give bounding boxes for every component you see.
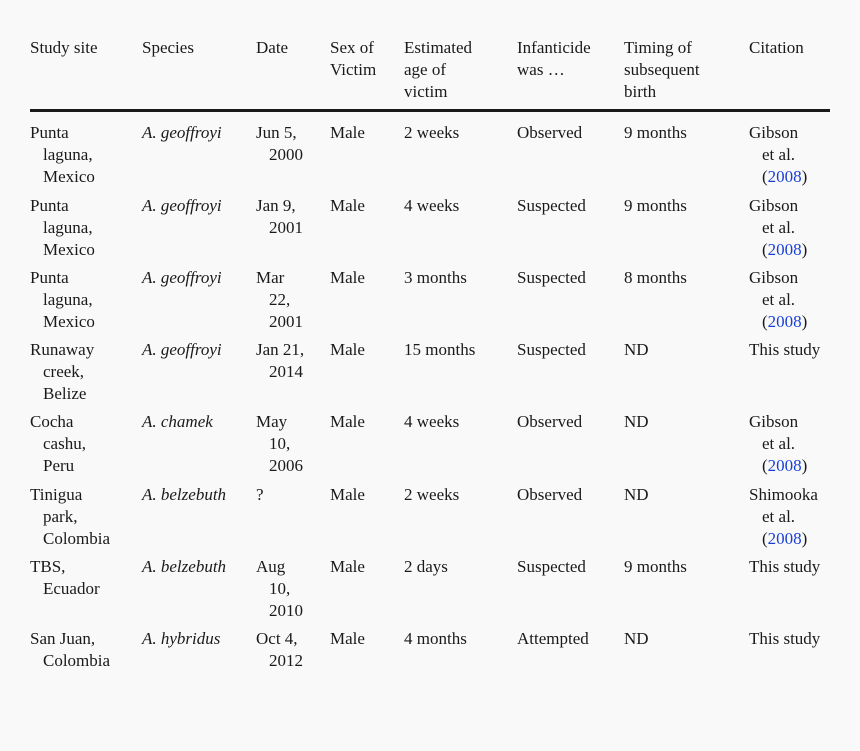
cell-line: 2 weeks	[404, 123, 460, 142]
cell-line: Study site	[30, 38, 98, 57]
cell-line: Gibson	[749, 196, 799, 215]
cell-line: Infanticide	[517, 38, 591, 57]
timing-cell	[624, 556, 687, 578]
cell-line: 2006	[269, 456, 303, 475]
citation-cell	[749, 122, 807, 188]
cell-line: Estimated	[404, 38, 472, 57]
cell-line: Colombia	[43, 529, 111, 548]
site-cell	[30, 267, 95, 333]
cell-line: creek,	[43, 362, 85, 381]
cell-line: Suspected	[517, 196, 586, 215]
cell-line: Cocha	[30, 412, 74, 431]
cell-line: Male	[330, 412, 365, 431]
paren-open: (	[762, 240, 768, 259]
cell-line: Observed	[517, 485, 583, 504]
cell-line: ND	[624, 340, 649, 359]
cell-line: Male	[330, 485, 365, 504]
cell-line: Attempted	[517, 629, 589, 648]
site-cell	[30, 122, 95, 188]
column-header	[330, 37, 376, 81]
timing-cell	[624, 267, 687, 289]
cell-line: Male	[330, 196, 365, 215]
cell-line: 2 days	[404, 557, 448, 576]
sex-cell	[330, 339, 365, 361]
site-cell	[30, 339, 94, 405]
cell-line: Aug	[256, 557, 286, 576]
cell-line: was …	[517, 60, 565, 79]
cell-line: Mexico	[43, 312, 95, 331]
cell-line: laguna,	[43, 145, 93, 164]
cell-line: Jan 21,	[256, 340, 305, 359]
paren-close: )	[801, 529, 808, 548]
cell-line: Suspected	[517, 268, 586, 287]
cell-line: TBS,	[30, 557, 66, 576]
date-cell	[256, 339, 304, 383]
cell-line: 4 weeks	[404, 196, 460, 215]
sex-cell	[330, 484, 365, 506]
cell-line: This study	[749, 557, 821, 576]
cell-line: Mexico	[43, 240, 95, 259]
cell-line: Gibson	[749, 412, 799, 431]
citation-cell	[749, 195, 807, 261]
age-cell	[404, 484, 459, 506]
species-cell	[142, 267, 222, 289]
paren-close: )	[801, 312, 808, 331]
cell-line: victim	[404, 82, 448, 101]
cell-line: 9 months	[624, 557, 687, 576]
site-cell	[30, 411, 86, 477]
citation-year-link[interactable]: 2008	[767, 167, 802, 186]
cell-line: A. geoffroyi	[142, 196, 222, 215]
citation-year-link[interactable]: 2008	[767, 240, 802, 259]
cell-line: Male	[330, 629, 365, 648]
cell-line: Punta	[30, 123, 69, 142]
column-header	[517, 37, 591, 81]
date-cell	[256, 628, 303, 672]
column-header	[142, 37, 194, 59]
cell-line: Mar	[256, 268, 285, 287]
citation-cell	[749, 339, 820, 361]
species-cell	[142, 339, 222, 361]
column-header	[404, 37, 472, 103]
paren-close: )	[801, 240, 808, 259]
sex-cell	[330, 122, 365, 144]
cell-line: Timing of	[624, 38, 692, 57]
citation-cell	[749, 556, 820, 578]
site-cell	[30, 484, 110, 550]
cell-line: Male	[330, 268, 365, 287]
age-cell	[404, 122, 459, 144]
cell-line: ND	[624, 485, 649, 504]
cell-line: Punta	[30, 196, 69, 215]
date-cell	[256, 195, 303, 239]
paren-close: )	[801, 167, 808, 186]
cell-line: laguna,	[43, 290, 93, 309]
cell-line: ND	[624, 412, 649, 431]
header-rule	[30, 109, 830, 112]
cell-line: Observed	[517, 123, 583, 142]
age-cell	[404, 628, 467, 650]
citation-year-line	[749, 311, 807, 333]
cell-line: Date	[256, 38, 289, 57]
column-header	[30, 37, 98, 59]
infanticide-cell	[517, 484, 582, 506]
cell-line: Oct 4,	[256, 629, 298, 648]
sex-cell	[330, 411, 365, 433]
cell-line: 4 weeks	[404, 412, 460, 431]
age-cell	[404, 339, 475, 361]
paren-close: )	[801, 456, 808, 475]
cell-line: This study	[749, 340, 821, 359]
species-cell	[142, 122, 222, 144]
site-cell	[30, 628, 110, 672]
citation-cell	[749, 484, 818, 550]
timing-cell	[624, 195, 687, 217]
cell-line: Sex of	[330, 38, 374, 57]
date-cell	[256, 411, 303, 477]
cell-line: birth	[624, 82, 657, 101]
cell-line: Male	[330, 123, 365, 142]
cell-line: subsequent	[624, 60, 700, 79]
infanticide-cell	[517, 556, 586, 578]
cell-line: ?	[256, 485, 264, 504]
citation-year-line	[749, 166, 807, 188]
sex-cell	[330, 556, 365, 578]
cell-line: 15 months	[404, 340, 476, 359]
cell-line: 3 months	[404, 268, 467, 287]
citation-year-line	[749, 455, 807, 477]
cell-line: Victim	[330, 60, 377, 79]
cell-line: 2012	[269, 651, 303, 670]
date-cell	[256, 267, 303, 333]
cell-line: Shimooka	[749, 485, 818, 504]
age-cell	[404, 195, 459, 217]
infanticide-cell	[517, 267, 586, 289]
cell-line: 2001	[269, 218, 303, 237]
column-header	[256, 37, 288, 59]
citation-year-line	[749, 239, 807, 261]
cell-line: 9 months	[624, 123, 687, 142]
cell-line: This study	[749, 629, 821, 648]
cell-line: et al.	[762, 290, 796, 309]
cell-line: Colombia	[43, 651, 111, 670]
cell-line: Suspected	[517, 557, 586, 576]
cell-line: 2010	[269, 601, 303, 620]
cell-line: 22,	[269, 290, 291, 309]
cell-line: May	[256, 412, 288, 431]
species-cell	[142, 411, 213, 433]
cell-line: Belize	[43, 384, 87, 403]
infanticide-cell	[517, 339, 586, 361]
species-cell	[142, 484, 226, 506]
age-cell	[404, 411, 459, 433]
date-cell	[256, 556, 303, 622]
cell-line: Citation	[749, 38, 804, 57]
cell-line: Mexico	[43, 167, 95, 186]
cell-line: 4 months	[404, 629, 467, 648]
species-cell	[142, 628, 220, 650]
species-cell	[142, 195, 222, 217]
cell-line: Tinigua	[30, 485, 83, 504]
paren-open: (	[762, 529, 768, 548]
cell-line: et al.	[762, 145, 796, 164]
cell-line: A. hybridus	[142, 629, 221, 648]
timing-cell	[624, 122, 687, 144]
column-header	[749, 37, 804, 59]
timing-cell	[624, 411, 649, 433]
cell-line: 2000	[269, 145, 303, 164]
cell-line: Gibson	[749, 123, 799, 142]
site-cell	[30, 195, 95, 261]
cell-line: laguna,	[43, 218, 93, 237]
citation-year-line	[749, 528, 818, 550]
cell-line: A. geoffroyi	[142, 268, 222, 287]
citation-cell	[749, 267, 807, 333]
cell-line: Suspected	[517, 340, 586, 359]
cell-line: Runaway	[30, 340, 95, 359]
cell-line: A. geoffroyi	[142, 123, 222, 142]
site-cell	[30, 556, 100, 600]
timing-cell	[624, 484, 649, 506]
cell-line: 8 months	[624, 268, 687, 287]
citation-year-link[interactable]: 2008	[767, 312, 802, 331]
cell-line: Punta	[30, 268, 69, 287]
cell-line: 9 months	[624, 196, 687, 215]
cell-line: age of	[404, 60, 447, 79]
infanticide-cell	[517, 411, 582, 433]
cell-line: 2014	[269, 362, 303, 381]
cell-line: ND	[624, 629, 649, 648]
cell-line: et al.	[762, 507, 796, 526]
date-cell	[256, 484, 264, 506]
cell-line: park,	[43, 507, 78, 526]
cell-line: cashu,	[43, 434, 86, 453]
species-cell	[142, 556, 226, 578]
cell-line: Observed	[517, 412, 583, 431]
cell-line: Species	[142, 38, 194, 57]
cell-line: 2 weeks	[404, 485, 460, 504]
citation-year-link[interactable]: 2008	[767, 456, 802, 475]
cell-line: 10,	[269, 579, 291, 598]
cell-line: Male	[330, 557, 365, 576]
infanticide-cell	[517, 628, 589, 650]
paren-open: (	[762, 456, 768, 475]
age-cell	[404, 267, 467, 289]
cell-line: Jun 5,	[256, 123, 297, 142]
date-cell	[256, 122, 303, 166]
paren-open: (	[762, 167, 768, 186]
cell-line: et al.	[762, 218, 796, 237]
infanticide-cell	[517, 122, 582, 144]
citation-cell	[749, 628, 820, 650]
citation-cell	[749, 411, 807, 477]
timing-cell	[624, 628, 649, 650]
cell-line: 10,	[269, 434, 291, 453]
cell-line: et al.	[762, 434, 796, 453]
citation-year-link[interactable]: 2008	[767, 529, 802, 548]
cell-line: 2001	[269, 312, 303, 331]
sex-cell	[330, 195, 365, 217]
cell-line: Male	[330, 340, 365, 359]
sex-cell	[330, 628, 365, 650]
infanticide-cell	[517, 195, 586, 217]
timing-cell	[624, 339, 649, 361]
paren-open: (	[762, 312, 768, 331]
cell-line: San Juan,	[30, 629, 96, 648]
cell-line: Jan 9,	[256, 196, 296, 215]
column-header	[624, 37, 700, 103]
cell-line: A. chamek	[142, 412, 213, 431]
cell-line: Ecuador	[43, 579, 100, 598]
cell-line: Gibson	[749, 268, 799, 287]
age-cell	[404, 556, 448, 578]
sex-cell	[330, 267, 365, 289]
cell-line: A. belzebuth	[142, 557, 227, 576]
cell-line: A. geoffroyi	[142, 340, 222, 359]
cell-line: A. belzebuth	[142, 485, 227, 504]
cell-line: Peru	[43, 456, 75, 475]
